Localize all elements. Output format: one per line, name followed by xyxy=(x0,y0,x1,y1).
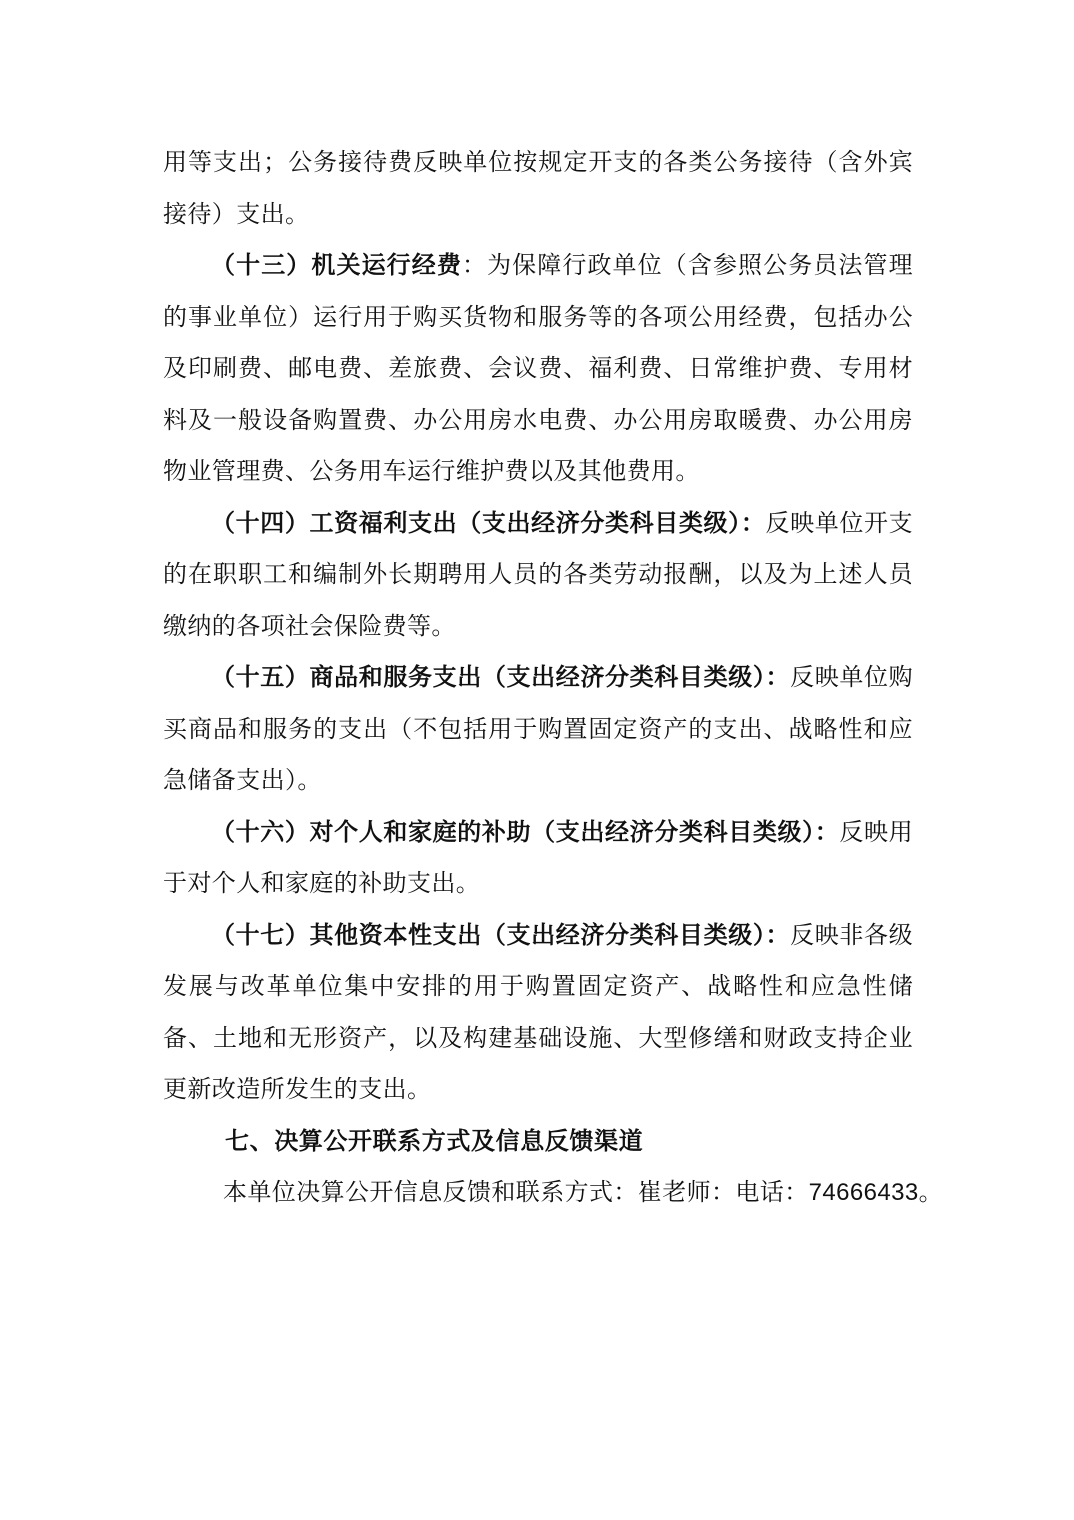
item-16-separator: ： xyxy=(814,817,840,846)
item-17-heading: （十七）其他资本性支出（支出经济分类科目类级） xyxy=(211,920,766,949)
item-14-heading: （十四）工资福利支出（支出经济分类科目类级） xyxy=(211,508,741,537)
document-body xyxy=(163,137,943,1219)
item-15-separator: ： xyxy=(765,663,791,691)
item-16-heading: （十六）对个人和家庭的补助（支出经济分类科目类级） xyxy=(211,817,815,846)
item-14-separator: ： xyxy=(740,508,766,537)
contact-suffix: 。 xyxy=(918,1178,943,1206)
item-13-separator: ： xyxy=(461,251,488,279)
item-17-paragraph xyxy=(163,910,913,1116)
intro-continuation-paragraph: 用等支出；公务接待费反映单位按规定开支的各类公务接待（含外宾接待）支出。 xyxy=(163,148,913,228)
item-15-paragraph xyxy=(163,652,913,807)
item-17-text: 反映非各级发展与改革单位集中安排的用于购置固定资产、战略性和应急性储备、土地和无形资产，以及构建基础设施、大型修缮和财政支持企业更新改造所发生的支出。 xyxy=(163,920,914,1103)
contact-info-line xyxy=(163,1167,943,1219)
item-15-heading: （十五）商品和服务支出（支出经济分类科目类级） xyxy=(211,663,766,691)
item-15-text: 反映单位购买商品和服务的支出（不包括用于购置固定资产的支出、战略性和应急储备支出）。 xyxy=(163,663,914,794)
item-13-text: 为保障行政单位（含参照公务员法管理的事业单位）运行用于购买货物和服务等的各项公用经费，包括办公及印刷费、邮电费、差旅费、会议费、福利费、日常维护费、专用材料及一般设备购置费、办公用房水电费、办公用房取暖费、办公用房物业管理费、公务用车运行维护费以及其他费用。 xyxy=(163,251,914,485)
contact-phone-number: 74666433 xyxy=(808,1179,919,1206)
item-14-text: 反映单位开支的在职职工和编制外长期聘用人员的各类劳动报酬，以及为上述人员缴纳的各项社会保险费等。 xyxy=(163,508,913,640)
item-14-paragraph xyxy=(163,498,913,653)
item-13-heading: （十三）机关运行经费 xyxy=(211,251,462,279)
section-seven-heading: 七、决算公开联系方式及信息反馈渠道 xyxy=(225,1126,644,1155)
item-16-text: 反映用于对个人和家庭的补助支出。 xyxy=(163,817,914,897)
item-13-paragraph xyxy=(163,240,913,498)
item-17-separator: ： xyxy=(765,920,791,949)
item-16-paragraph xyxy=(163,807,913,910)
contact-prefix: 本单位决算公开信息反馈和联系方式：崔老师：电话： xyxy=(223,1178,809,1206)
